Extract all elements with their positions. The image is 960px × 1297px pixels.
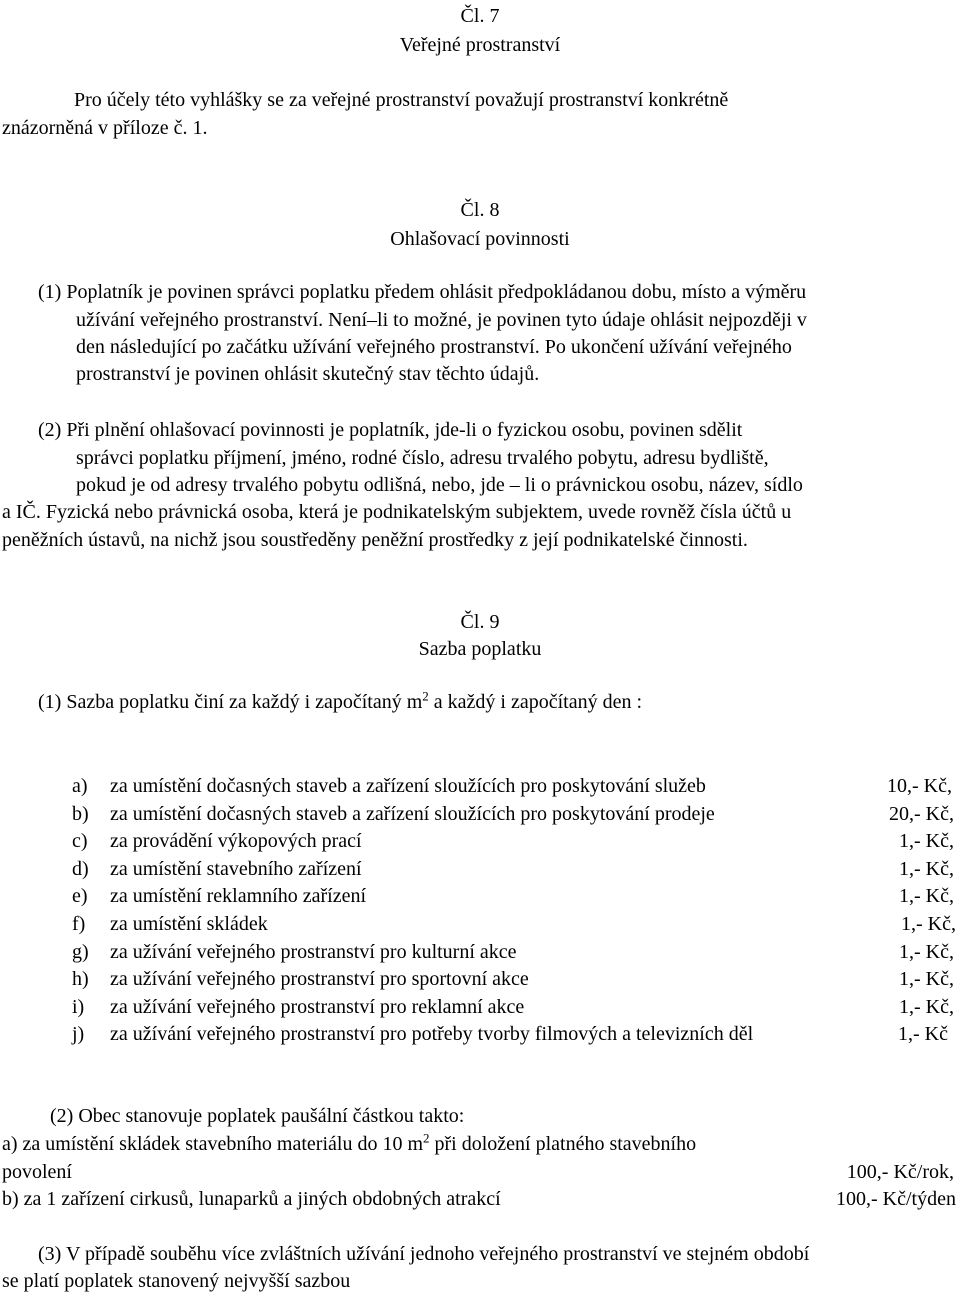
article-9-number: Čl. 9: [460, 611, 500, 633]
rate-amount: 1,- Kč,: [899, 941, 954, 963]
rate-letter: a): [72, 775, 88, 797]
rate-letter: b): [72, 803, 89, 825]
article-8-p1-line3: den následující po začátku užívání veřejného prostranství. Po ukončení užívání veřejného: [76, 336, 792, 358]
article-7-number: Čl. 7: [460, 5, 500, 27]
article-9-p3-line1: (3) V případě souběhu více zvláštních užívání jednoho veřejného prostranství ve stejném období: [38, 1243, 810, 1265]
rate-description: za umístění dočasných staveb a zařízení sloužících pro poskytování prodeje: [110, 803, 715, 825]
article-8-p1-line2: užívání veřejného prostranství. Není–li to možné, je povinen tyto údaje ohlásit nejpozději v: [76, 309, 807, 331]
rate-description: za provádění výkopových prací: [110, 830, 362, 852]
rate-amount: 20,- Kč,: [889, 803, 954, 825]
article-7-text-line2: znázorněná v příloze č. 1.: [2, 117, 208, 139]
article-8-title: Ohlašovací povinnosti: [390, 228, 570, 250]
rate-amount: 10,- Kč,: [887, 775, 952, 797]
rate-letter: g): [72, 941, 89, 963]
article-9-intro: (1) Sazba poplatku činí za každý i započítaný $m^2$ a každý i započítaný den :: [38, 688, 643, 713]
article-8-p2-line4: a IČ. Fyzická nebo právnická osoba, která je podnikatelským subjektem, uvede rovněž čísla účtů u: [2, 501, 792, 523]
rate-letter: f): [72, 913, 86, 935]
rate-amount: 1,- Kč,: [901, 913, 956, 935]
rate-description: za umístění dočasných staveb a zařízení sloužících pro poskytování služeb: [110, 775, 706, 797]
article-9-p2a: a) za umístění skládek stavebního materiálu do 10 $m^2$ při doložení platného stavebního: [2, 1130, 697, 1155]
article-9-p2-intro: (2) Obec stanovuje poplatek paušální částkou takto:: [50, 1105, 465, 1127]
rate-letter: j): [72, 1023, 85, 1045]
article-8-p2-line5: peněžních ústavů, na nichž jsou soustředěny peněžní prostředky z její podnikatelské činnosti.: [2, 529, 748, 551]
article-9-p2a-continuation: povolení: [2, 1161, 72, 1183]
rate-description: za umístění stavebního zařízení: [110, 858, 362, 880]
article-8-p2-line3: pokud je od adresy trvalého pobytu odlišná, nebo, jde – li o právnickou osobu, název, sídlo: [76, 474, 803, 496]
rate-description: za umístění skládek: [110, 913, 268, 935]
article-9-p2b: b) za 1 zařízení cirkusů, lunaparků a jiných obdobných atrakcí: [2, 1188, 501, 1210]
rate-letter: h): [72, 968, 89, 990]
rate-description: za užívání veřejného prostranství pro reklamní akce: [110, 996, 525, 1018]
rate-description: za umístění reklamního zařízení: [110, 885, 367, 907]
rate-description: za užívání veřejného prostranství pro kulturní akce: [110, 941, 517, 963]
rate-amount: 1,- Kč,: [899, 968, 954, 990]
rate-amount: 1,- Kč,: [899, 885, 954, 907]
article-9-title: Sazba poplatku: [418, 638, 542, 660]
rate-amount: 1,- Kč: [898, 1023, 948, 1045]
rate-letter: e): [72, 885, 88, 907]
article-8-p1-line1: (1) Poplatník je povinen správci poplatku předem ohlásit předpokládanou dobu, místo a výměru: [38, 281, 807, 303]
article-9-p2a-amount: 100,- Kč/rok,: [846, 1161, 954, 1183]
rate-amount: 1,- Kč,: [899, 830, 954, 852]
rate-description: za užívání veřejného prostranství pro sportovní akce: [110, 968, 529, 990]
article-8-p2-line2: správci poplatku příjmení, jméno, rodné číslo, adresu trvalého pobytu, adresu bydliště,: [76, 447, 769, 469]
article-8-number: Čl. 8: [460, 199, 500, 221]
rate-letter: d): [72, 858, 89, 880]
rate-letter: i): [72, 996, 85, 1018]
rate-letter: c): [72, 830, 88, 852]
article-7-text-line1: Pro účely této vyhlášky se za veřejné prostranství považují prostranství konkrétně: [74, 89, 729, 111]
article-9-p2b-amount: 100,- Kč/týden: [836, 1188, 956, 1210]
article-8-p2-line1: (2) Při plnění ohlašovací povinnosti je poplatník, jde-li o fyzickou osobu, povinen sdělit: [38, 419, 743, 441]
rate-description: za užívání veřejného prostranství pro potřeby tvorby filmových a televizních děl: [110, 1023, 754, 1045]
rate-amount: 1,- Kč,: [899, 996, 954, 1018]
article-9-p3-line2: se platí poplatek stanovený nejvyšší sazbou: [2, 1270, 351, 1292]
article-8-p1-line4: prostranství je povinen ohlásit skutečný stav těchto údajů.: [76, 363, 540, 385]
rate-amount: 1,- Kč,: [899, 858, 954, 880]
article-7-title: Veřejné prostranství: [399, 34, 561, 56]
